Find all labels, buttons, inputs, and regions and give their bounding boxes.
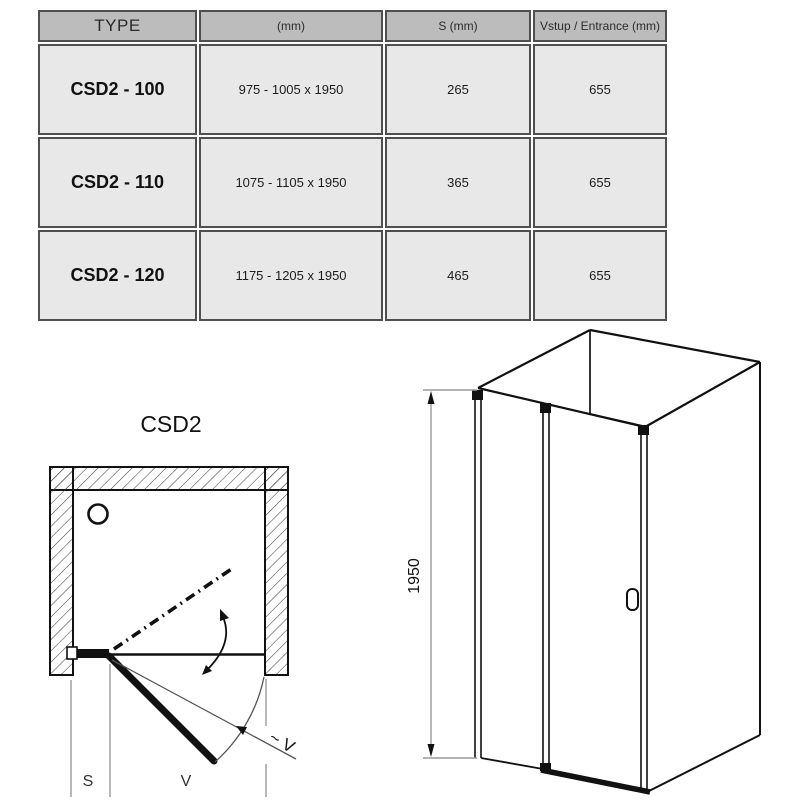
perspective-diagram xyxy=(395,318,785,805)
height-dimension xyxy=(423,390,477,758)
table-header-row xyxy=(38,10,667,42)
hinge-block xyxy=(67,647,77,659)
row-s-value: 465 xyxy=(385,230,531,321)
post-mounting-brackets xyxy=(472,390,649,771)
header-cell-type: TYPE xyxy=(38,10,197,42)
row-type-label: CSD2 - 120 xyxy=(38,230,197,321)
corner-circle-marker xyxy=(89,505,108,524)
glass-panel-posts xyxy=(475,390,647,791)
table-row xyxy=(38,137,667,228)
enclosure-top-frame xyxy=(478,330,760,427)
dimension-extension-lines xyxy=(71,664,266,797)
height-dimension-label: 1950 xyxy=(406,558,423,594)
shower-walls-hatched xyxy=(50,467,288,675)
bottom-edge-line xyxy=(481,758,543,769)
table-row xyxy=(38,44,667,135)
s-dimension-label: S xyxy=(82,773,94,790)
row-type-label: CSD2 - 110 xyxy=(38,137,197,228)
top-view-title: CSD2 xyxy=(140,411,202,437)
header-cell-entrance: Vstup / Entrance (mm) xyxy=(533,10,667,42)
header-cell-dimensions: (mm) xyxy=(199,10,383,42)
row-type-label: CSD2 - 100 xyxy=(38,44,197,135)
door-handle-icon xyxy=(627,589,638,610)
v-dimension-label: V xyxy=(180,773,192,790)
header-cell-s: S (mm) xyxy=(385,10,531,42)
door-threshold-bar xyxy=(541,770,650,792)
row-dimensions: 975 - 1005 x 1950 xyxy=(199,44,383,135)
open-door-panel xyxy=(109,656,214,761)
row-dimensions: 1175 - 1205 x 1950 xyxy=(199,230,383,321)
row-dimensions: 1075 - 1105 x 1950 xyxy=(199,137,383,228)
row-s-value: 365 xyxy=(385,137,531,228)
swing-entrance-label: ~ V xyxy=(266,727,298,757)
top-view-diagram xyxy=(30,395,330,805)
row-s-value: 265 xyxy=(385,44,531,135)
right-side-glass-wall xyxy=(649,362,760,791)
back-corner-edges xyxy=(590,330,643,426)
table-row xyxy=(38,230,667,321)
spec-table xyxy=(36,8,667,323)
wall-mount-bracket xyxy=(76,649,109,658)
row-entrance-value: 655 xyxy=(533,44,667,135)
row-entrance-value: 655 xyxy=(533,230,667,321)
swing-direction-arrow xyxy=(202,609,229,675)
door-open-dashdot-line xyxy=(114,568,233,649)
row-entrance-value: 655 xyxy=(533,137,667,228)
